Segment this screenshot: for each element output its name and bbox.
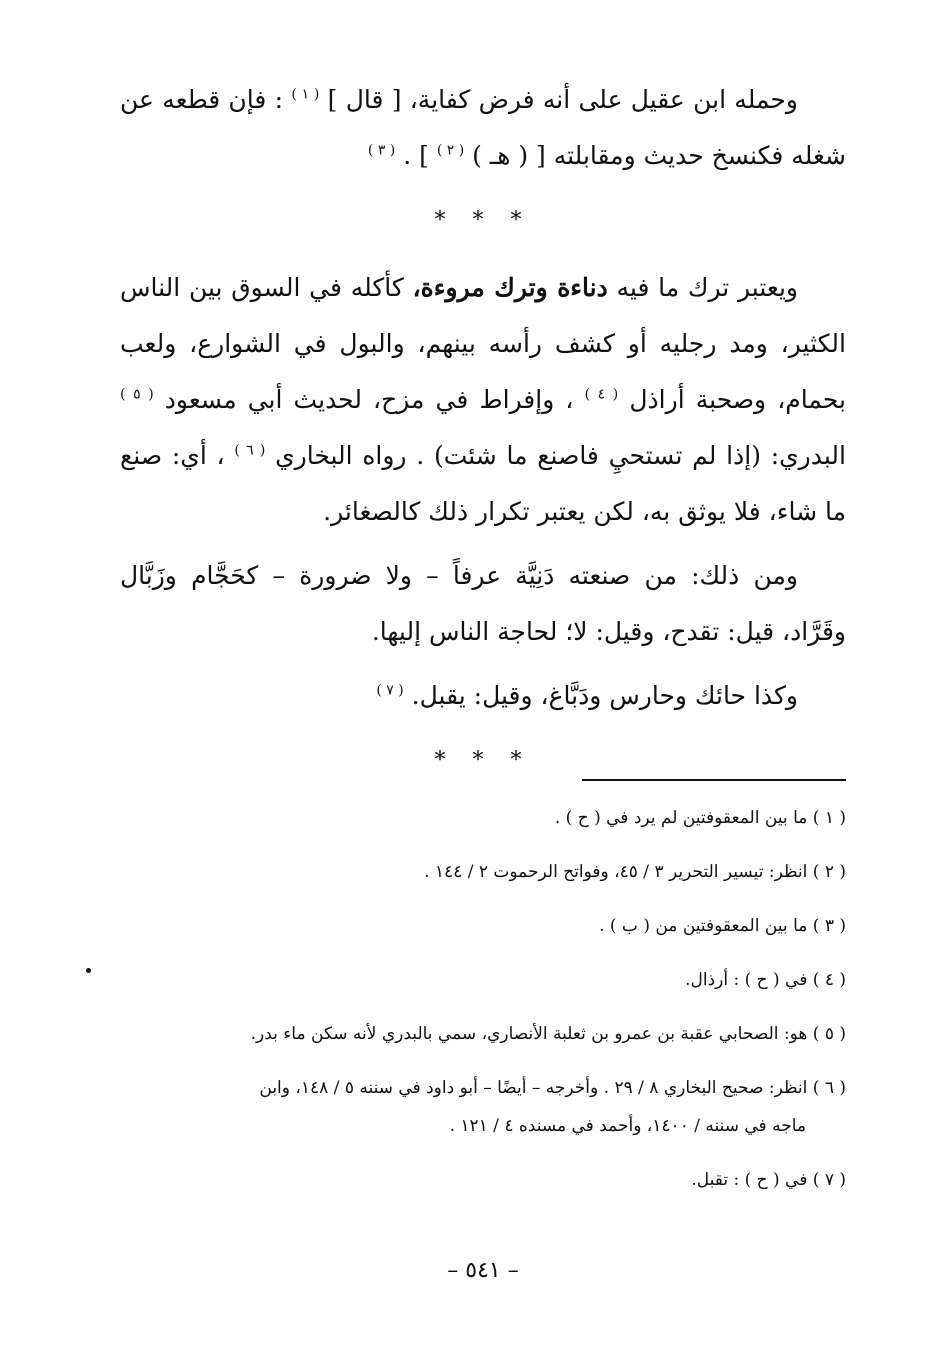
footnote-text: ما بين المعقوفتين من ( ب ) . [599,916,808,936]
section-separator-1: * * * [434,208,532,233]
paragraph-2 [120,260,846,540]
footnote-text: في ( ح ) : أرذال. [685,970,808,990]
paragraph-3-text: ومن ذلك: من صنعته دَنِيَّة عرفاً – ولا ضرورة – كحَجَّام وزَبَّال وقَرَّاد، قيل: تقدح، وقيل: لا؛ لحاجة الناس إليها. [120,561,846,646]
footnote-marker: ( ٦ ) [812,1078,846,1098]
footnote-text: انظر: صحيح البخاري ٨ / ٢٩ . وأخرجه – أيضًا – أبو داود في سننه ٥ / ١٤٨، وابن [259,1078,808,1098]
footnote-marker: ( ٤ ) [812,970,846,990]
paragraph-2-bold-term: دناءة وترك مروءة، [412,273,608,302]
footnote-divider [582,779,846,781]
footnotes-section [120,799,846,1215]
footnote-6-continuation: ماجه في سننه / ١٤٠٠، وأحمد في مسنده ٤ / ١٢١ . [449,1116,806,1136]
section-separator-2: * * * [434,748,532,773]
footnote-marker: ( ٥ ) [812,1024,846,1044]
footnote-6 [120,1069,846,1145]
paragraph-1 [120,72,846,184]
footnote-4 [120,961,846,999]
paragraph-2-text-d: البدري: (إذا لم تستحيِ فاصنع ما شئت) . رواه البخاري [275,441,846,470]
footnote-ref-7: ( ٧ ) [376,682,404,699]
footnote-text: هو: الصحابي عقبة بن عمرو بن ثعلبة الأنصاري، سمي بالبدري لأنه سكن ماء بدر. [250,1024,808,1044]
footnote-text: في ( ح ) : تقبل. [691,1170,808,1190]
footnote-marker: ( ٣ ) [812,916,846,936]
paragraph-2-text-a: ويعتبر ترك ما فيه [616,273,798,302]
paragraph-3 [120,548,846,660]
footnote-marker: ( ٧ ) [812,1170,846,1190]
page-number: – ٥٤١ – [447,1258,519,1283]
paragraph-1-text-b: : فإن قطعه عن شغله فكنسخ حديث ومقابلته [ ( هـ ) [120,85,846,170]
footnote-ref-2: ( ٢ ) [436,142,465,159]
paragraph-2-text-c: ، وإفراط في مزح، لحديث أبي مسعود [164,385,574,414]
paragraph-4-text: وكذا حائك وحارس ودَبَّاغ، وقيل: يقبل. [411,681,798,710]
footnote-5 [120,1015,846,1053]
paragraph-4 [120,668,846,724]
footnote-marker: ( ١ ) [812,808,846,828]
footnote-7 [120,1161,846,1199]
paragraph-1-text-c: ] . [403,141,429,170]
footnote-1 [120,799,846,837]
paragraph-2-text-b: كأكله في السوق بين الناس الكثير، ومد رجليه أو كشف رأسه بينهم، والبول في الشوارع، ولعب بحمام، وصحبة أراذل [120,273,846,414]
footnote-text: انظر: تيسير التحرير ٣ / ٤٥، وفواتح الرحموت ٢ / ١٤٤ . [424,862,808,882]
footnote-2 [120,853,846,891]
footnote-ref-1: ( ١ ) [291,86,320,103]
footnote-ref-6: ( ٦ ) [234,442,266,459]
footnote-ref-4: ( ٤ ) [584,386,619,403]
footnote-ref-5: ( ٥ ) [120,386,154,403]
footnote-ref-3: ( ٣ ) [367,142,396,159]
footnote-text: ما بين المعقوفتين لم يرد في ( ح ) . [554,808,808,828]
main-text-body [120,72,846,800]
book-page [120,0,846,1363]
footnote-marker: ( ٢ ) [812,862,846,882]
paragraph-2-text-e: ، أي: صنع ما شاء، فلا يوثق به، لكن يعتبر تكرار ذلك كالصغائر. [120,441,846,526]
footnote-3 [120,907,846,945]
paragraph-1-text-a: وحمله ابن عقيل على أنه فرض كفاية، [ قال ] [327,85,798,114]
scan-speck [86,968,91,973]
